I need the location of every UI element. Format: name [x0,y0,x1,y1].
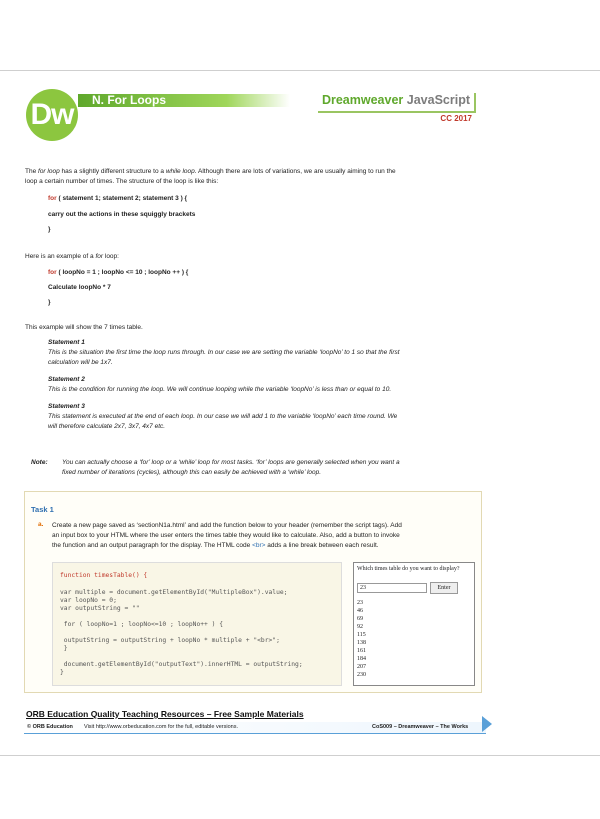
result-line: 46 [357,608,363,614]
task-item-label: a. [38,521,44,528]
code-line: document.getElementById("outputText").innerHTML = outputString; [60,661,303,668]
output-prompt: Which times table do you want to display? [357,566,460,572]
intro-paragraph: The for loop has a slightly different structure to a while loop. Although there are lots of variations, we are usually aiming to run the loop a certain number of times. The structure of the loop is like this: [25,168,396,185]
task-instructions: Create a new page saved as ‘sectionN1a.html’ and add the function below to your header (remember the script tags). Add an input box to your HTML where the user enters the times table they would like to calculate. Also, add a button to invoke the function and an output paragraph for the display. The HTML code <br> adds a line break between each result. [52,522,402,549]
note-text: You can actually choose a ‘for’ loop or a ‘while’ loop for most tasks. ‘for’ loops are generally selected when you want a fixed number of iterations (cycles), although this can easily be achieved with a ‘while’ loop. [62,459,400,476]
note-label: Note: [31,459,48,466]
version-label: CC 2017 [440,114,472,123]
footer-copyright: © ORB Education [27,724,73,730]
result-line: 207 [357,664,366,670]
multiple-input[interactable]: 23 [357,583,427,593]
result-line: 230 [357,672,366,678]
result-line: 138 [357,640,366,646]
code-block-1: for ( statement 1; statement 2; statement 3 ) { [48,195,188,202]
code-line: for ( loopNo=1 ; loopNo<=10 ; loopNo++ ) { [60,621,224,628]
code-line: var outputString = "" [60,605,140,612]
brand-title [318,93,476,113]
statement-3: Statement 3 This statement is executed at the end of each loop. In our case we will add 1 to the variable ‘loopNo’ each time round. We will therefore calculate 2x7, 3x7, 4x7 etc. [48,403,398,430]
br-tag: <br> [252,542,266,549]
code-listing [52,562,342,686]
footer-link-text: Visit http://www.orbeducation.com for the full, editable versions. [84,724,238,730]
example-intro: Here is an example of a for loop: [25,253,119,260]
result-line: 23 [357,600,363,606]
task-title: Task 1 [31,505,54,514]
section-title-bar [78,94,290,107]
result-line: 161 [357,648,366,654]
statement-2: Statement 2 This is the condition for running the loop. We will continue looping while the variable ‘loopNo’ is less than or equal to 10. [48,376,392,393]
code-line: } [60,645,68,652]
output-preview [353,562,475,686]
code-block-1-line2: carry out the actions in these squiggly brackets [48,211,196,218]
footer-product-code: CoS009 – Dreamweaver – The Works [372,724,469,730]
footer-arrow-icon [482,716,492,732]
footer-title: ORB Education Quality Teaching Resources – Free Sample Materials [26,709,304,719]
code-block-2-line3: } [48,299,51,306]
enter-button[interactable]: Enter [430,582,458,594]
code-block-1-line3: } [48,226,51,233]
brand-right: JavaScript [406,93,470,107]
example-summary: This example will show the 7 times table. [25,324,143,331]
result-line: 92 [357,624,363,630]
code-line: var multiple = document.getElementById("MultipleBox").value; [60,589,288,596]
code-line: } [60,669,64,676]
code-line: var loopNo = 0; [60,597,117,604]
result-line: 115 [357,632,366,638]
brand-left: Dreamweaver [321,93,404,107]
section-title: N. For Loops [92,93,166,107]
statement-1: Statement 1 This is the situation the first time the loop runs through. In our case we are setting the variable ‘loopNo’ to 1 so that the first calculation will be 1x7. [48,339,400,366]
result-line: 184 [357,656,366,662]
code-line: outputString = outputString + loopNo * multiple + "<br>"; [60,637,280,644]
code-line: function timesTable() { [60,572,148,579]
result-line: 69 [357,616,363,622]
code-block-2: for ( loopNo = 1 ; loopNo <= 10 ; loopNo ++ ) { [48,269,189,276]
dreamweaver-logo: Dw [26,89,78,141]
code-block-2-line2: Calculate loopNo * 7 [48,284,111,291]
